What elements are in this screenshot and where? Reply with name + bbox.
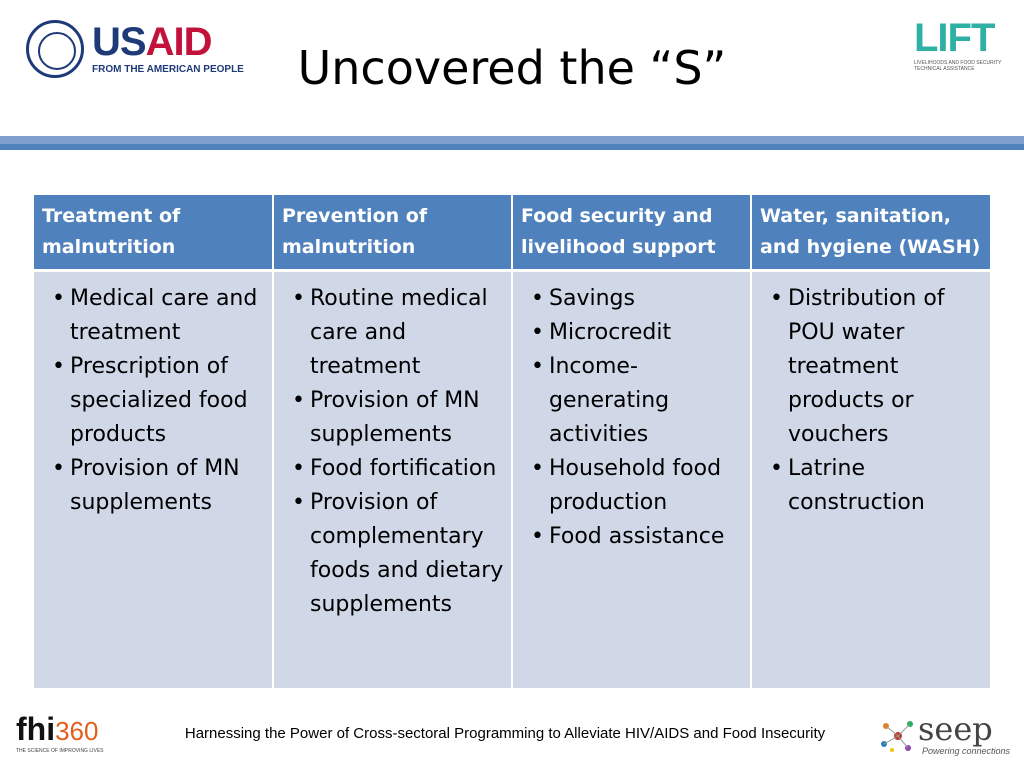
list-item: • Medical care and treatment xyxy=(44,282,266,350)
fhi360-logo xyxy=(16,712,116,756)
seep-network-icon xyxy=(878,718,918,754)
column-cell-food-security xyxy=(512,271,751,689)
lift-logo xyxy=(914,18,1014,78)
list-item: • Routine medical care and treatment xyxy=(284,282,505,384)
list-item: • Food assistance xyxy=(523,520,744,554)
list-item: • Savings xyxy=(523,282,744,316)
bullet-list xyxy=(284,282,505,622)
fhi360-wordmark: fhi360 xyxy=(16,711,99,747)
slide-title: Uncovered the “S” xyxy=(297,41,727,95)
column-header-treatment: Treatment of malnutrition xyxy=(34,195,273,271)
column-header-food-security: Food security and livelihood support xyxy=(512,195,751,271)
list-item: • Latrine construction xyxy=(762,452,984,520)
column-cell-treatment xyxy=(34,271,273,689)
list-item: • Microcredit xyxy=(523,316,744,350)
column-header-prevention: Prevention of malnutrition xyxy=(273,195,512,271)
table-row xyxy=(34,271,990,689)
column-cell-prevention xyxy=(273,271,512,689)
list-item: • Income-generating activities xyxy=(523,350,744,452)
column-cell-wash xyxy=(751,271,990,689)
title-divider-light xyxy=(0,136,1024,144)
intervention-table xyxy=(34,195,990,688)
column-header-wash: Water, sanitation, and hygiene (WASH) xyxy=(751,195,990,271)
bullet-list xyxy=(523,282,744,554)
list-item: • Provision of MN supplements xyxy=(284,384,505,452)
seep-logo xyxy=(878,710,1011,756)
table-header-row xyxy=(34,195,990,271)
fhi360-tagline: THE SCIENCE OF IMPROVING LIVES xyxy=(16,748,104,754)
lift-wordmark: LIFT xyxy=(914,16,995,60)
list-item: • Household food production xyxy=(523,452,744,520)
bullet-list xyxy=(44,282,266,520)
footer-caption: Harnessing the Power of Cross-sectoral Programming to Alleviate HIV/AIDS and Food Insecurity xyxy=(184,725,826,742)
list-item: • Food fortification xyxy=(284,452,505,486)
list-item: • Provision of complementary foods and dietary supplements xyxy=(284,486,505,622)
title-divider xyxy=(0,144,1024,150)
lift-tagline: LIVELIHOODS AND FOOD SECURITY TECHNICAL ASSISTANCE xyxy=(914,60,1002,72)
seep-wordmark: seep xyxy=(918,710,993,748)
usaid-wordmark: USAID xyxy=(92,20,212,64)
usaid-tagline: FROM THE AMERICAN PEOPLE xyxy=(92,64,244,75)
list-item: • Prescription of specialized food products xyxy=(44,350,266,452)
bullet-list xyxy=(762,282,984,520)
list-item: • Distribution of POU water treatment products or vouchers xyxy=(762,282,984,452)
seep-tagline: Powering connections xyxy=(922,746,1011,756)
list-item: • Provision of MN supplements xyxy=(44,452,266,520)
